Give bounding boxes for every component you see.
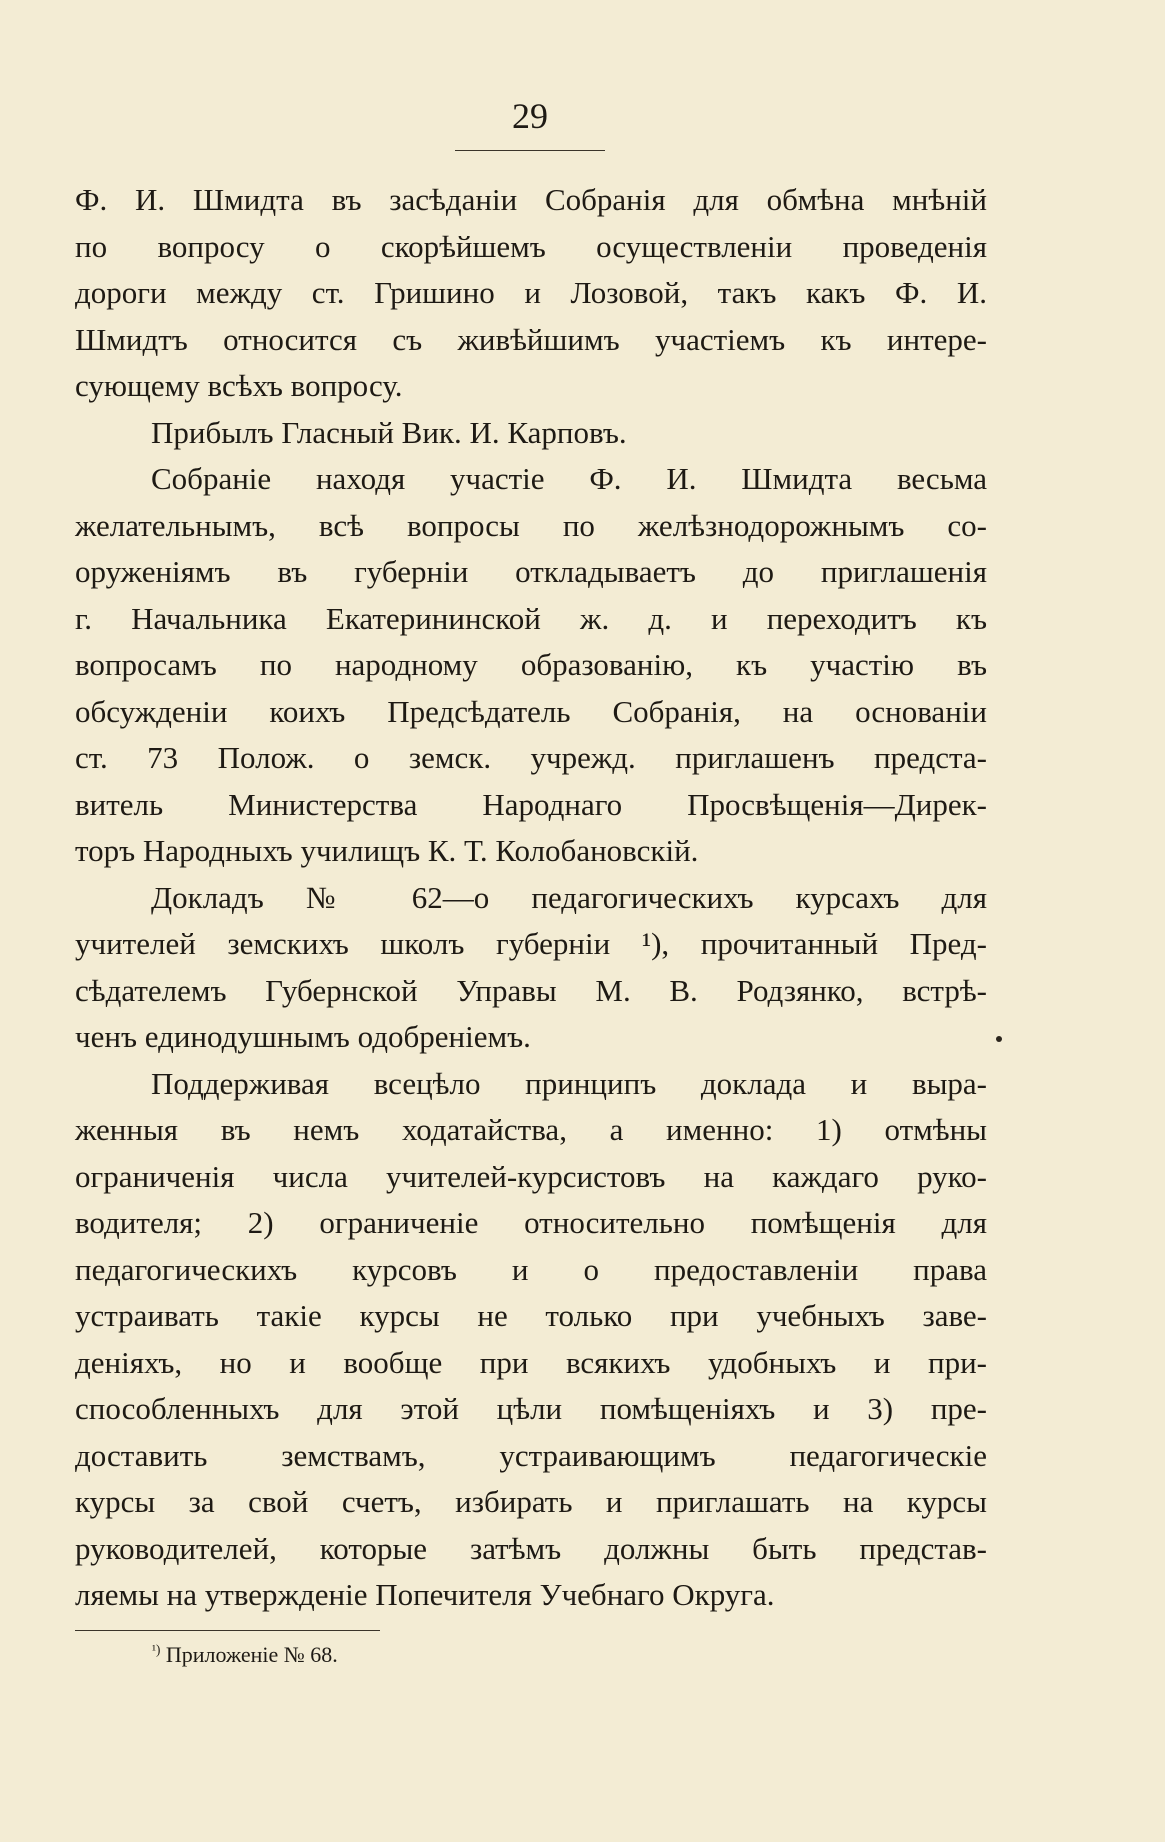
line-text: руководителей, которые затѣмъ должны быть представ-	[75, 1530, 987, 1566]
text-line	[75, 875, 987, 922]
text-line	[75, 1014, 987, 1061]
text-line	[75, 828, 987, 875]
line-text: ляемы на утвержденіе Попечителя Учебнаго Округа.	[75, 1577, 775, 1612]
line-text: устраивать такіе курсы не только при учебныхъ заве-	[75, 1298, 987, 1333]
text-line	[75, 1154, 987, 1201]
line-text: желательнымъ, всѣ вопросы по желѣзнодорожнымъ со-	[75, 507, 987, 543]
line-text: Поддерживая всецѣло принципъ доклада и выра-	[151, 1065, 987, 1101]
text-line	[75, 317, 987, 364]
line-text: женныя въ немъ ходатайства, а именно: 1) отмѣны	[75, 1112, 987, 1147]
footnote	[152, 1642, 338, 1668]
footnote-marker: ¹)	[152, 1642, 161, 1658]
text-line	[75, 410, 987, 457]
line-text: оруженіямъ въ губерніи откладываетъ до приглашенія	[75, 554, 987, 589]
line-text: сѣдателемъ Губернской Управы М. В. Родзянко, встрѣ-	[75, 972, 987, 1008]
paragraph	[75, 177, 987, 410]
line-text: учителей земскихъ школъ губерніи ¹), прочитанный Пред-	[75, 926, 987, 961]
line-text: ченъ единодушнымъ одобреніемъ.	[75, 1019, 531, 1054]
page-number-rule	[455, 150, 605, 151]
footnote-text: Приложеніе № 68.	[165, 1642, 338, 1667]
text-line	[75, 363, 987, 410]
line-text: Собраніе находя участіе Ф. И. Шмидта весьма	[151, 461, 987, 496]
paragraph	[75, 410, 987, 457]
text-line	[75, 1340, 987, 1387]
stray-dot-mark	[996, 1036, 1002, 1042]
paragraph	[75, 1061, 987, 1619]
text-line	[75, 270, 987, 317]
text-line	[75, 1200, 987, 1247]
line-text: Докладъ № 62—о педагогическихъ курсахъ для	[151, 879, 987, 915]
page-number: 29	[512, 96, 548, 136]
text-line	[75, 549, 987, 596]
text-line	[75, 1107, 987, 1154]
line-text: Ф. И. Шмидта въ засѣданіи Собранія для обмѣна мнѣній	[75, 182, 987, 217]
paragraph	[75, 456, 987, 875]
text-line	[75, 1433, 987, 1480]
text-line	[75, 642, 987, 689]
text-line	[75, 1293, 987, 1340]
line-text: ст. 73 Полож. о земск. учрежд. приглашенъ предста-	[75, 740, 987, 775]
line-text: по вопросу о скорѣйшемъ осуществленіи проведенія	[75, 228, 987, 264]
text-line	[75, 1061, 987, 1108]
text-line	[75, 1479, 987, 1526]
text-line	[75, 735, 987, 782]
line-text: Шмидтъ относится съ живѣйшимъ участіемъ къ интере-	[75, 321, 987, 357]
text-line	[75, 968, 987, 1015]
text-line	[75, 456, 987, 503]
footnote-rule	[75, 1630, 380, 1631]
line-text: ограниченія числа учителей-курсистовъ на каждаго руко-	[75, 1158, 987, 1194]
line-text: водителя; 2) ограниченіе относительно помѣщенія для	[75, 1205, 987, 1240]
text-line	[75, 1572, 987, 1619]
text-line	[75, 689, 987, 736]
line-text: вопросамъ по народному образованію, къ участію въ	[75, 647, 987, 682]
line-text: торъ Народныхъ училищъ К. Т. Колобановскій.	[75, 833, 699, 868]
paragraph	[75, 875, 987, 1061]
line-text: доставить земствамъ, устраивающимъ педагогическіе	[75, 1437, 987, 1473]
line-text: дороги между ст. Гришино и Лозовой, такъ какъ Ф. И.	[75, 275, 987, 310]
body-text	[75, 177, 987, 1619]
text-line	[75, 177, 987, 224]
text-line	[75, 1526, 987, 1573]
line-text: способленныхъ для этой цѣли помѣщеніяхъ и 3) пре-	[75, 1391, 987, 1426]
line-text: курсы за свой счетъ, избирать и приглашать на курсы	[75, 1484, 987, 1519]
line-text: Прибылъ Гласный Вик. И. Карповъ.	[151, 414, 627, 450]
line-text: г. Начальника Екатерининской ж. д. и переходитъ къ	[75, 600, 987, 636]
text-line	[75, 224, 987, 271]
line-text: сующему всѣхъ вопросу.	[75, 368, 403, 403]
line-text: витель Министерства Народнаго Просвѣщенія—Дирек-	[75, 786, 987, 822]
text-line	[75, 1247, 987, 1294]
line-text: обсужденіи коихъ Предсѣдатель Собранія, на основаніи	[75, 693, 987, 729]
text-line	[75, 596, 987, 643]
line-text: деніяхъ, но и вообще при всякихъ удобныхъ и при-	[75, 1344, 987, 1380]
text-line	[75, 921, 987, 968]
text-line	[75, 782, 987, 829]
text-line	[75, 1386, 987, 1433]
text-line	[75, 503, 987, 550]
line-text: педагогическихъ курсовъ и о предоставленіи права	[75, 1251, 987, 1287]
